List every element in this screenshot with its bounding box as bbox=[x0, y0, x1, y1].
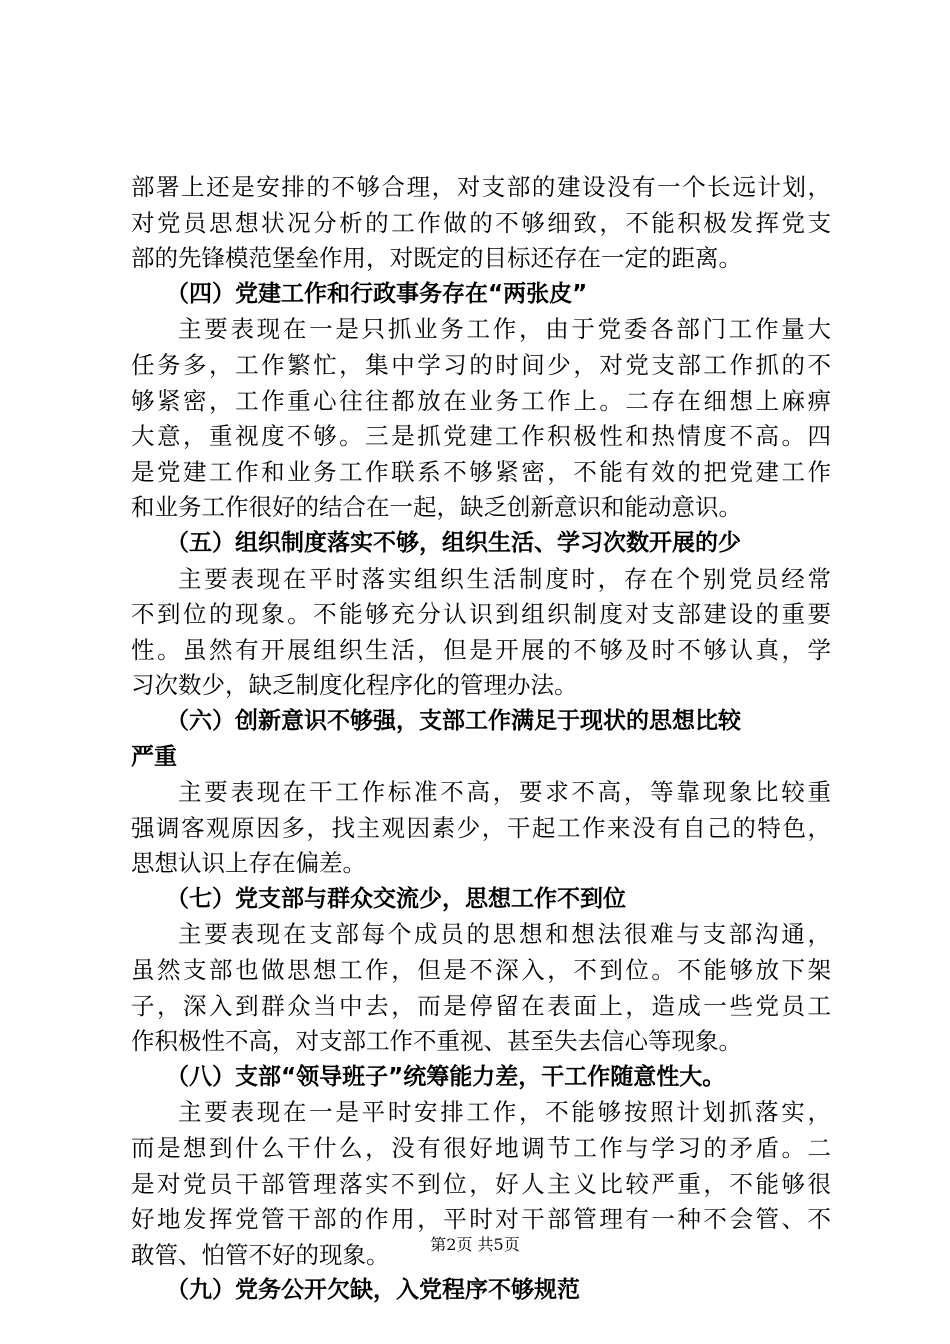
text-line: 而是想到什么干什么，没有很好地调节工作与学习的矛盾。二 bbox=[131, 1134, 831, 1163]
text-line: 和业务工作很好的结合在一起，缺乏创新意识和能动意识。 bbox=[131, 493, 742, 522]
text-line: 敢管、怕管不好的现象。 bbox=[131, 1240, 390, 1269]
paragraph bbox=[131, 312, 831, 526]
text-line: 虽然支部也做思想工作，但是不深入，不到位。不能够放下架 bbox=[131, 956, 831, 985]
text-line: 主要表现在支部每个成员的思想和想法很难与支部沟通， bbox=[178, 920, 831, 949]
text-line: 是对党员干部管理落实不到位，好人主义比较严重，不能够很 bbox=[131, 1169, 831, 1198]
text-line: 是党建工作和业务工作联系不够紧密，不能有效的把党建工作 bbox=[131, 457, 831, 486]
section-heading-4: （四）党建工作和行政事务存在“两张皮” bbox=[166, 280, 588, 307]
document-body bbox=[131, 170, 831, 1309]
page-number-footer: 第2页 共5页 bbox=[430, 1235, 520, 1254]
text-line: 主要表现在干工作标准不高，要求不高，等靠现象比较重 bbox=[178, 778, 831, 807]
text-line: 好地发挥党管干部的作用，平时对干部管理有一种不会管、不 bbox=[131, 1205, 831, 1234]
text-line: 主要表现在一是只抓业务工作，由于党委各部门工作量大 bbox=[178, 315, 831, 344]
text-line: 性。虽然有开展组织生活，但是开展的不够及时不够认真，学 bbox=[131, 635, 831, 664]
text-line: 任务多，工作繁忙，集中学习的时间少，对党支部工作抓的不 bbox=[131, 350, 831, 379]
text-line: 部署上还是安排的不够合理，对支部的建设没有一个长远计划， bbox=[131, 173, 831, 201]
section-heading-6-continued: 严重 bbox=[131, 743, 177, 770]
paragraph bbox=[131, 562, 831, 704]
text-line: 思想认识上存在偏差。 bbox=[131, 849, 366, 878]
text-line: 强调客观原因多，找主观因素少，干起工作来没有自己的特色， bbox=[131, 813, 831, 842]
section-heading-9: （九）党务公开欠缺，入党程序不够规范 bbox=[166, 1277, 580, 1304]
text-line: 习次数少，缺乏制度化程序化的管理办法。 bbox=[131, 671, 578, 700]
text-line: 作积极性不高，对支部工作不重视、甚至失去信心等现象。 bbox=[131, 1027, 742, 1056]
text-line: 部的先锋模范堡垒作用，对既定的目标还存在一定的距离。 bbox=[131, 244, 742, 273]
text-line: 主要表现在一是平时安排工作，不能够按照计划抓落实， bbox=[178, 1098, 831, 1127]
text-line: 够紧密，工作重心往往都放在业务工作上。二存在细想上麻痹 bbox=[131, 386, 831, 415]
text-line: 不到位的现象。不能够充分认识到组织制度对支部建设的重要 bbox=[131, 600, 831, 629]
text-line: 子，深入到群众当中去，而是停留在表面上，造成一些党员工 bbox=[131, 991, 831, 1020]
text-line: 主要表现在平时落实组织生活制度时，存在个别党员经常 bbox=[178, 564, 831, 593]
section-heading-8: （八）支部“领导班子”统筹能力差，干工作随意性大。 bbox=[166, 1063, 726, 1090]
paragraph bbox=[131, 917, 831, 1059]
text-line: 大意，重视度不够。三是抓党建工作积极性和热情度不高。四 bbox=[131, 422, 831, 451]
paragraph bbox=[131, 170, 831, 277]
section-heading-6: （六）创新意识不够强，支部工作满足于现状的思想比较 bbox=[166, 707, 741, 734]
paragraph bbox=[131, 775, 831, 882]
section-heading-5: （五）组织制度落实不够，组织生活、学习次数开展的少 bbox=[166, 529, 741, 556]
section-heading-7: （七）党支部与群众交流少，思想工作不到位 bbox=[166, 885, 626, 912]
text-line: 对党员思想状况分析的工作做的不够细致，不能积极发挥党支 bbox=[131, 208, 831, 237]
